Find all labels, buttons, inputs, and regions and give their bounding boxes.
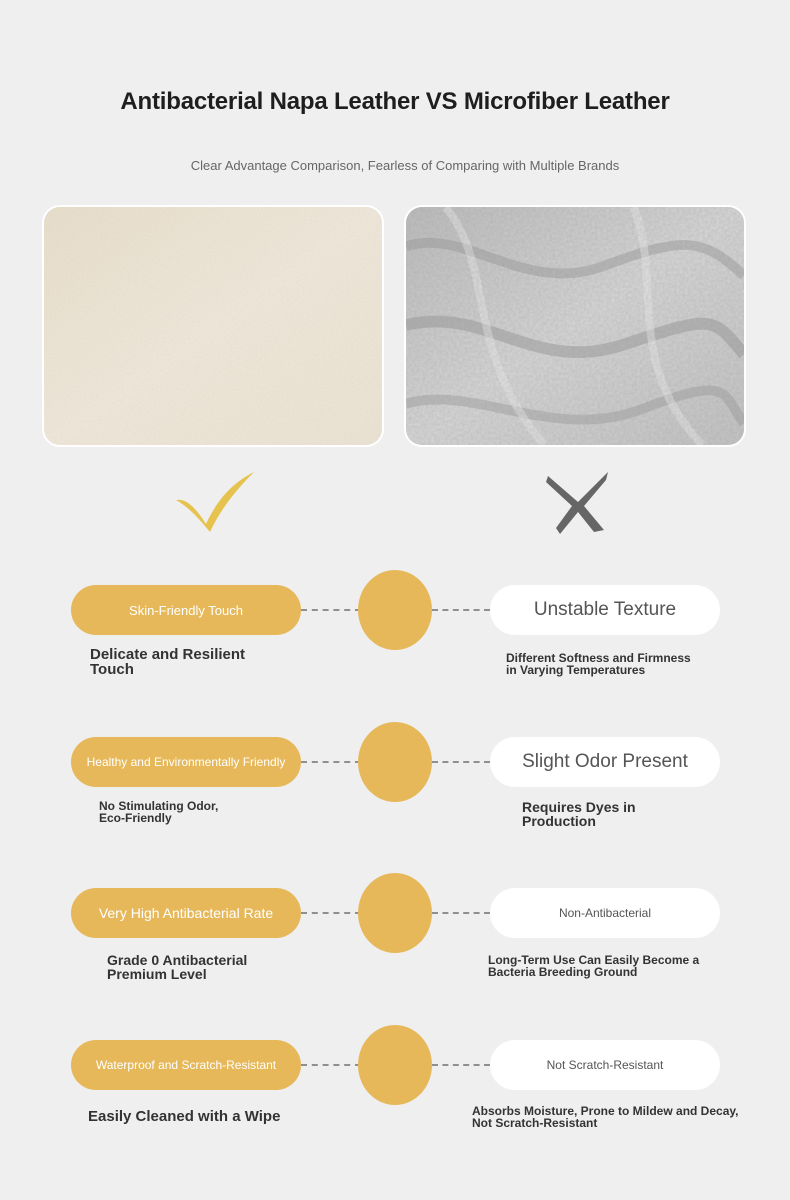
napa-leather-image <box>42 205 384 447</box>
advantage-pill: Very High Antibacterial Rate <box>71 888 301 938</box>
microfiber-leather-image <box>404 205 746 447</box>
page-title: Antibacterial Napa Leather VS Microfiber Leather <box>120 88 670 115</box>
disadvantage-description: Long-Term Use Can Easily Become a Bacteria Breeding Ground <box>488 953 700 979</box>
cross-icon <box>538 468 628 538</box>
dashed-connector <box>301 761 361 763</box>
disadvantage-description: Absorbs Moisture, Prone to Mildew and Decay, Not Scratch-Resistant <box>472 1104 739 1130</box>
disadvantage-pill: Non-Antibacterial <box>490 888 720 938</box>
advantage-pill: Skin-Friendly Touch <box>71 585 301 635</box>
comparison-row-scratch <box>0 1025 790 1135</box>
disadvantage-pill: Unstable Texture <box>490 585 720 635</box>
center-circle <box>358 722 432 802</box>
dashed-connector <box>301 912 361 914</box>
advantage-pill: Waterproof and Scratch-Resistant <box>71 1040 301 1090</box>
dashed-connector <box>432 609 490 611</box>
dashed-connector <box>301 1064 361 1066</box>
center-circle <box>358 873 432 953</box>
disadvantage-description: Different Softness and Firmness in Varying Temperatures <box>506 651 691 677</box>
center-circle <box>358 1025 432 1105</box>
check-icon <box>170 468 260 538</box>
dashed-connector <box>432 761 490 763</box>
dashed-connector <box>432 912 490 914</box>
comparison-row-eco <box>0 722 790 832</box>
comparison-row-touch <box>0 570 790 680</box>
disadvantage-description: Requires Dyes in Production <box>522 799 636 829</box>
advantage-description: No Stimulating Odor, Eco-Friendly <box>99 799 219 825</box>
advantage-description: Easily Cleaned with a Wipe <box>88 1108 281 1125</box>
dashed-connector <box>301 609 361 611</box>
dashed-connector <box>432 1064 490 1066</box>
disadvantage-pill: Not Scratch-Resistant <box>490 1040 720 1090</box>
disadvantage-pill: Slight Odor Present <box>490 737 720 787</box>
page-subtitle: Clear Advantage Comparison, Fearless of Comparing with Multiple Brands <box>190 158 620 173</box>
comparison-row-antibacterial <box>0 873 790 983</box>
advantage-pill: Healthy and Environmentally Friendly <box>71 737 301 787</box>
advantage-description: Delicate and Resilient Touch <box>90 646 246 678</box>
center-circle <box>358 570 432 650</box>
advantage-description: Grade 0 Antibacterial Premium Level <box>107 952 248 982</box>
